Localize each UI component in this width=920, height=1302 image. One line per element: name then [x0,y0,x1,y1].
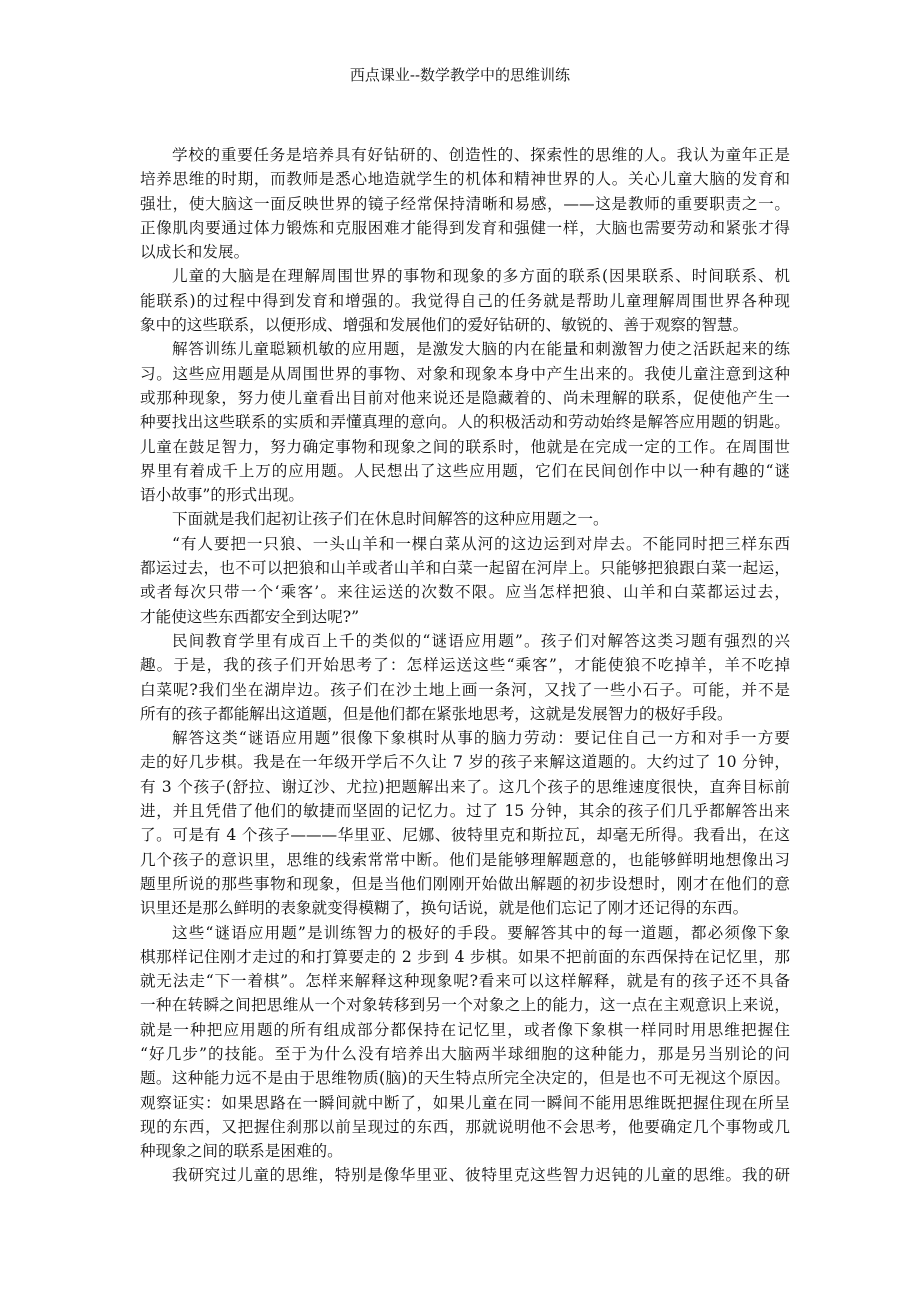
paragraph [140,143,790,264]
text-line: 下面就是我们起初让孩子们在休息时间解答的这种应用题之一。 [172,510,609,529]
paragraph [140,921,790,1164]
text-line: 都运过去，也不可以把狼和山羊或者山羊和白菜一起留在河岸上。只能够把狼跟白菜一起运， [140,559,790,578]
text-line: 有 3 个孩子(舒拉、谢辽沙、尤拉)把题解出来了。这几个孩子的思维速度很快，直奔目标前 [140,777,790,796]
text-line: 一种在转瞬之间把思维从一个对象转移到另一个对象之上的能力，这一点在主观意识上来说， [140,996,790,1015]
paragraph [140,629,790,726]
paragraph [140,726,790,920]
text-line: 题里所说的那些事物和现象，但是当他们刚刚开始做出解题的初步设想时，刚才在他们的意 [140,874,790,893]
text-line: 界里有着成千上万的应用题。人民想出了这些应用题，它们在民间创作中以一种有趣的“谜 [140,461,790,480]
paragraph [140,532,790,629]
text-line: “有人要把一只狼、一头山羊和一棵白菜从河的这边运到对岸去。不能同时把三样东西 [172,534,790,553]
text-line: 习。这些应用题是从周围世界的事物、对象和现象本身中产生出来的。我使儿童注意到这种 [140,364,790,383]
text-line: 棋那样记住刚才走过的和打算要走的 2 步到 4 步棋。如果不把前面的东西保持在记忆里，那 [140,947,790,966]
text-line: 了。可是有 4 个孩子———华里亚、尼娜、彼特里克和斯拉瓦，却毫无所得。我看出，在这 [140,826,790,845]
text-line: 儿童在鼓足智力，努力确定事物和现象之间的联系时，他就是在完成一定的工作。在周围世 [140,437,790,456]
document-body [140,143,790,1188]
text-line: 我研究过儿童的思维，特别是像华里亚、彼特里克这些智力迟钝的儿童的思维。我的研 [172,1166,790,1185]
text-line: 解答训练儿童聪颖机敏的应用题，是激发大脑的内在能量和刺激智力使之活跃起来的练 [172,340,790,359]
paragraph [140,1163,790,1187]
text-line: 题。这种能力远不是由于思维物质(脑)的天生特点所完全决定的，但是也不可无视这个原因。 [140,1069,790,1088]
text-line: 识里还是那么鲜明的表象就变得模糊了，换句话说，就是他们忘记了刚才还记得的东西。 [140,899,749,918]
text-line: 或者每次只带一个‘乘客’。来往运送的次数不限。应当怎样把狼、山羊和白菜都运过去， [140,583,790,602]
text-line: 种要找出这些联系的实质和弄懂真理的意向。人的积极活动和劳动始终是解答应用题的钥匙。 [140,413,790,432]
text-line: 以成长和发展。 [140,243,250,262]
text-line: 所有的孩子都能解出这道题，但是他们都在紧张地思考，这就是发展智力的极好手段。 [140,704,733,723]
text-line: 解答这类“谜语应用题”很像下象棋时从事的脑力劳动：要记住自己一方和对手一方要 [172,729,790,748]
paragraph [140,507,790,531]
paragraph [140,264,790,337]
text-line: 强壮，使大脑这一面反映世界的镜子经常保持清晰和易感，——这是教师的重要职责之一。 [140,194,790,213]
text-line: 民间教育学里有成百上千的类似的“谜语应用题”。孩子们对解答这类习题有强烈的兴 [172,631,790,650]
text-line: 培养思维的时期，而教师是悉心地造就学生的机体和精神世界的人。关心儿童大脑的发育和 [140,170,790,189]
text-line: 能联系)的过程中得到发育和增强的。我觉得自己的任务就是帮助儿童理解周围世界各种现 [140,291,790,310]
paragraph [140,337,790,507]
text-line: 种现象之间的联系是困难的。 [140,1142,343,1161]
text-line: 象中的这些联系，以便形成、增强和发展他们的爱好钻研的、敏锐的、善于观察的智慧。 [140,316,749,335]
text-line: 就是一种把应用题的所有组成部分都保持在记忆里，或者像下象棋一样同时用思维把握住 [140,1020,790,1039]
text-line: 走的好几步棋。我是在一年级开学后不久让 7 岁的孩子来解这道题的。大约过了 10 分钟， [140,753,790,772]
text-line: 才能使这些东西都安全到达呢?” [140,607,360,626]
text-line: 几个孩子的意识里，思维的线索常常中断。他们是能够理解题意的，也能够鲜明地想像出习 [140,850,790,869]
text-line: 趣。于是，我的孩子们开始思考了：怎样运送这些“乘客”，才能使狼不吃掉羊，羊不吃掉 [140,656,790,675]
text-line: 观察证实：如果思路在一瞬间就中断了，如果儿童在同一瞬间不能用思维既把握住现在所呈 [140,1093,790,1112]
text-line: 正像肌肉要通过体力锻炼和克服困难才能得到发育和强健一样，大脑也需要劳动和紧张才得 [140,218,790,237]
text-line: 这些“谜语应用题”是训练智力的极好的手段。要解答其中的每一道题，都必须像下象 [172,923,790,942]
text-line: “好几步”的技能。至于为什么没有培养出大脑两半球细胞的这种能力，那是另当别论的问 [140,1044,790,1063]
text-line: 就无法走“下一着棋”。怎样来解释这种现象呢?看来可以这样解释，就是有的孩子还不具备 [140,972,790,991]
text-line: 现的东西，又把握住刹那以前呈现过的东西，那就说明他不会思考，他要确定几个事物或几 [140,1117,790,1136]
text-line: 语小故事”的形式出现。 [140,486,304,505]
text-line: 白菜呢?我们坐在湖岸边。孩子们在沙土地上画一条河，又找了一些小石子。可能，并不是 [140,680,790,699]
text-line: 进，并且凭借了他们的敏捷而坚固的记忆力。过了 15 分钟，其余的孩子们几乎都解答出来 [140,802,790,821]
text-line: 或那种现象，努力使儿童看出目前对他来说还是隐藏着的、尚未理解的联系，促使他产生一 [140,388,790,407]
document-title: 西点课业--数学教学中的思维训练 [349,66,571,84]
text-line: 儿童的大脑是在理解周围世界的事物和现象的多方面的联系(因果联系、时间联系、机 [172,267,790,286]
text-line: 学校的重要任务是培养具有好钻研的、创造性的、探索性的思维的人。我认为童年正是 [172,146,790,164]
